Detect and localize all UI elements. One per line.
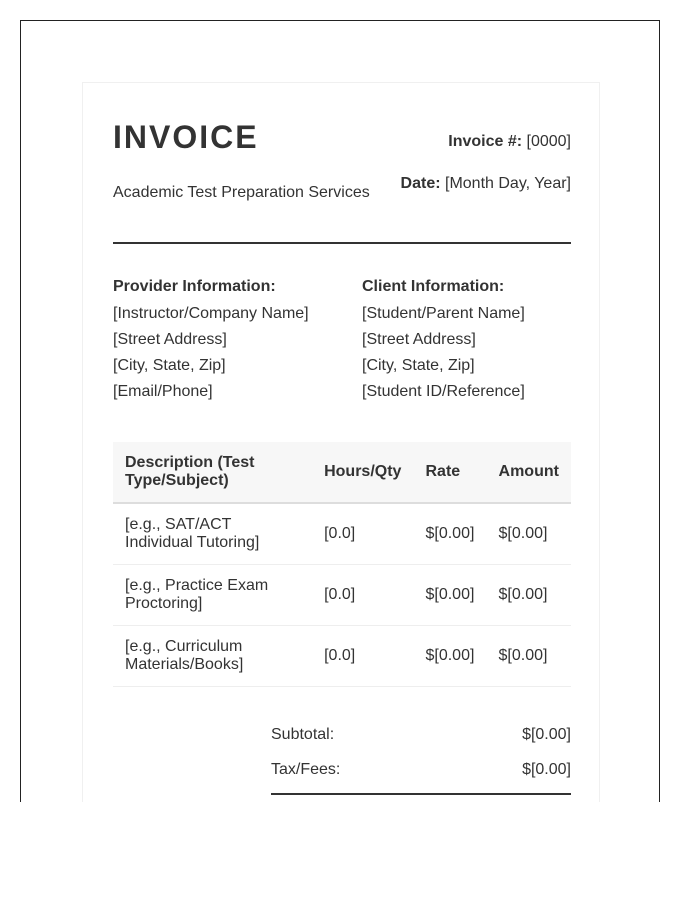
column-header-hours: Hours/Qty [312, 442, 413, 503]
client-line: [Street Address] [362, 331, 476, 348]
tax-row [271, 758, 571, 793]
cell-hours: [0.0] [312, 503, 413, 565]
client-info [362, 277, 525, 405]
invoice-number-value: [0000] [526, 133, 571, 150]
tax-label: Tax/Fees: [271, 761, 341, 778]
header-divider [113, 242, 571, 244]
invoice-number-label: Invoice #: [448, 133, 523, 150]
invoice-date-value: [Month Day, Year] [445, 175, 571, 192]
table-row [113, 503, 571, 565]
cell-description: [e.g., Curriculum Materials/Books] [113, 626, 312, 687]
line-items-table [113, 442, 571, 687]
subtotal-value: $[0.00] [522, 726, 571, 743]
cell-amount: $[0.00] [487, 626, 571, 687]
provider-heading: Provider Information: [113, 278, 276, 295]
client-heading: Client Information: [362, 278, 505, 295]
cell-amount: $[0.00] [487, 565, 571, 626]
client-line: [City, State, Zip] [362, 357, 475, 374]
cell-rate: $[0.00] [413, 503, 486, 565]
cell-description: [e.g., Practice Exam Proctoring] [113, 565, 312, 626]
client-line: [Student ID/Reference] [362, 383, 525, 400]
page-frame [20, 20, 660, 802]
cell-description: [e.g., SAT/ACT Individual Tutoring] [113, 503, 312, 565]
cell-rate: $[0.00] [413, 626, 486, 687]
subtotal-label: Subtotal: [271, 726, 335, 743]
provider-line: [Instructor/Company Name] [113, 305, 309, 322]
client-line: [Student/Parent Name] [362, 305, 525, 322]
column-header-amount: Amount [487, 442, 571, 503]
tax-value: $[0.00] [522, 761, 571, 778]
provider-line: [City, State, Zip] [113, 357, 226, 374]
subtotal-row [271, 723, 571, 758]
totals-divider [271, 793, 571, 795]
column-header-rate: Rate [413, 442, 486, 503]
company-name: Academic Test Preparation Services [113, 184, 370, 201]
provider-line: [Street Address] [113, 331, 227, 348]
table-row [113, 626, 571, 687]
invoice-date-line [401, 175, 571, 193]
invoice-title: INVOICE [113, 119, 259, 155]
table-header-row [113, 442, 571, 503]
invoice-date-label: Date: [400, 175, 441, 192]
provider-info [113, 277, 309, 405]
cell-hours: [0.0] [312, 626, 413, 687]
cell-amount: $[0.00] [487, 503, 571, 565]
cell-rate: $[0.00] [413, 565, 486, 626]
provider-line: [Email/Phone] [113, 383, 213, 400]
column-header-description: Description (Test Type/Subject) [113, 442, 312, 503]
table-row [113, 565, 571, 626]
cell-hours: [0.0] [312, 565, 413, 626]
invoice-number-line [448, 133, 571, 151]
totals-section [271, 723, 571, 795]
invoice-card [82, 82, 600, 802]
